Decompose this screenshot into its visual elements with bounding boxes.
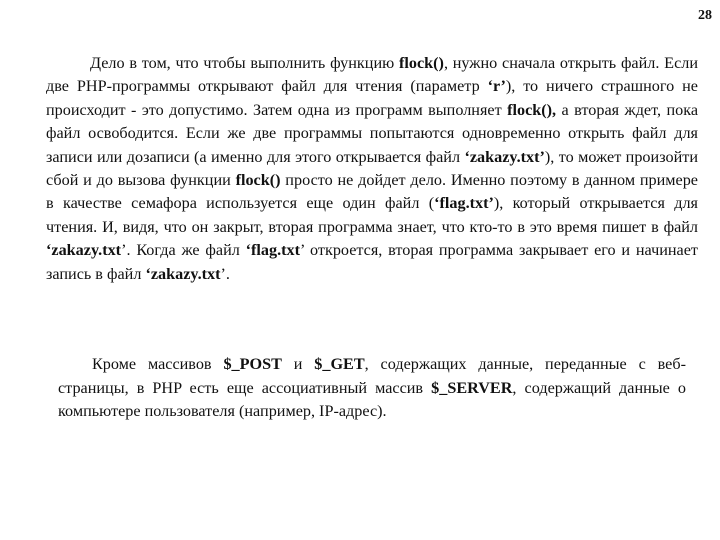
paragraph-server-array bbox=[58, 353, 686, 424]
text-run: ), то ничего страшного не происходит - это допустимо. Затем одна из программ выполняет bbox=[46, 77, 698, 119]
code-flag-file: ‘flag.txt bbox=[245, 241, 301, 260]
page-number: 28 bbox=[698, 8, 712, 23]
text-run: , нужно сначала открыть файл. Если две PHP-программы открывают файл для чтения (параметр bbox=[46, 54, 698, 96]
code-zakazy-file: ‘zakazy.txt bbox=[145, 264, 221, 283]
code-server-array: $_SERVER bbox=[431, 378, 513, 397]
code-flock: flock() bbox=[235, 171, 281, 190]
text-run: ), то может произойти сбой и до вызова функции bbox=[46, 147, 698, 190]
code-param-r: ‘r’ bbox=[487, 77, 506, 96]
text-run: просто не дойдет дело. Именно поэтому в данном примере в качестве семафора используется еще один файл ( bbox=[46, 171, 698, 213]
text-run: Дело в том, что чтобы выполнить функцию bbox=[90, 54, 399, 72]
code-zakazy-file: ‘zakazy.txt bbox=[46, 241, 122, 260]
text-run: Кроме массивов bbox=[92, 355, 224, 373]
text-run: , содержащих данные, переданные с веб-страницы, в PHP есть еще ассоциативный массив bbox=[58, 355, 686, 397]
text-run: ’ откроется, вторая программа закрывает его и начинает запись в файл bbox=[46, 241, 698, 283]
code-zakazy-file: ‘zakazy.txt’ bbox=[464, 147, 545, 166]
code-flag-file: ‘flag.txt’ bbox=[434, 194, 494, 213]
text-run: , содержащий данные о компьютере пользователя (например, IP-адрес). bbox=[58, 378, 687, 420]
code-flock: flock() bbox=[398, 54, 444, 72]
text-run: а вторая ждет, пока файл освободится. Если же две программы попытаются одновременно открыть файл для записи или дозаписи (а именно для этого открывается файл bbox=[46, 100, 699, 166]
text-run: и bbox=[281, 355, 315, 373]
paragraph-flock-explanation bbox=[46, 52, 698, 286]
text-run: ), который открывается для чтения. И, видя, что он закрыт, вторая программа знает, что кто-то в это время пишет в файл bbox=[46, 194, 699, 236]
text-run: ’. Когда же файл bbox=[121, 241, 246, 260]
code-get-array: $_GET bbox=[314, 355, 365, 373]
code-post-array: $_POST bbox=[223, 355, 282, 373]
text-run: ’. bbox=[220, 264, 230, 283]
code-flock: flock(), bbox=[507, 100, 557, 119]
